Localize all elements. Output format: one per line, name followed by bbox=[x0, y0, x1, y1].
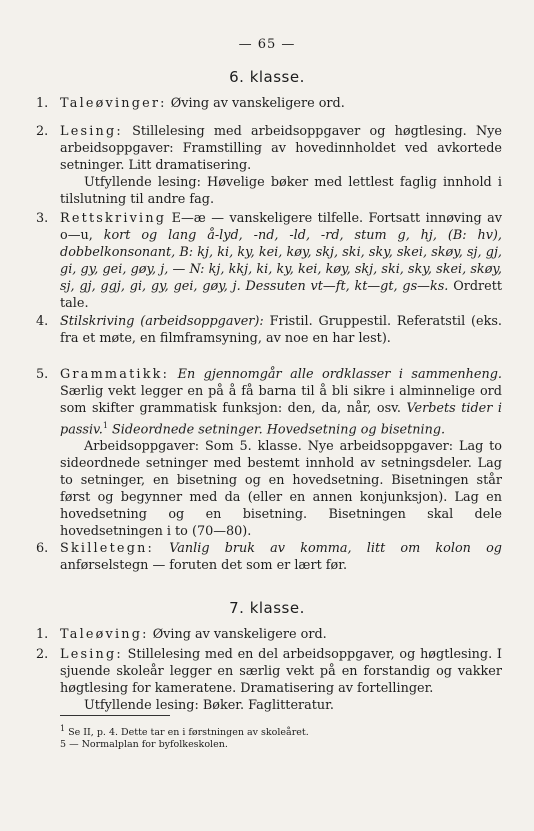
item-italic-text: kort og lang å-lyd, -nd, -ld, -rd, stum g, hj, (B: hv), dobbelkonsonant, B: kj, ki, ky, kei, køy, skj, ski, sky, skei, skøy, sj, gj, gi, gy, gei, gøy, j, — N: kj, kkj, ki, ky, kei, køy, skj, ski, sky, skei, skøy, sj, gj, ggj, gi, gy, gei, gøy, j. Dessuten vt—ft, kt—gt, gs—ks. bbox=[60, 228, 502, 294]
list-item bbox=[36, 123, 502, 208]
list-item bbox=[36, 313, 502, 347]
page-number: — 65 — bbox=[238, 37, 296, 52]
footnote-text: Se II, p. 4. Dette tar en i førstningen av skoleåret. bbox=[68, 727, 309, 739]
list-item bbox=[36, 366, 502, 540]
item-italic-text: Vanlig bruk av komma, litt om kolon og bbox=[169, 541, 502, 556]
item-text: Stillelesing med en del arbeidsoppgaver, og høgtlesing. I sjuende skoleår legger en særlig vekt på en forstandig og vakker høgtlesing for kameratene. Dramatisering av fortellinger. bbox=[60, 647, 502, 696]
item-term: Taleøvinger: bbox=[60, 96, 167, 111]
item-text: Øving av vanskeligere ord. bbox=[152, 627, 327, 642]
item-number: 3. bbox=[36, 211, 49, 226]
item-term: Skilletegn: bbox=[60, 541, 155, 556]
list-item bbox=[36, 646, 502, 714]
item-number: 5. bbox=[36, 367, 49, 382]
footnote-mark: 1 bbox=[60, 724, 66, 733]
item-term: Rettskriving bbox=[60, 211, 167, 226]
item-paragraph: Utfyllende lesing: Bøker. Faglitteratur. bbox=[84, 698, 334, 713]
item-paragraph: Arbeidsoppgaver: Som 5. klasse. Nye arbeidsoppgaver: Lag to sideordnede setninger med bestemt innhold av setningsdeler. Lag to setninger, en bisetning og en hovedsetning. Bisetningen står først og begynner med da (eller en annen konjunksjon). Lag en hovedsetning og en bisetning. Bisetningen skal dele hovedsetningen i to (70—80). bbox=[60, 439, 502, 540]
item-text: E—æ — vanskeligere tilfelle. Fortsatt innøving av o—u, bbox=[60, 211, 502, 243]
item-term: Grammatikk: bbox=[60, 367, 170, 382]
item-term: Lesing: bbox=[60, 124, 123, 139]
item-text: Fristil. Gruppestil. Referatstil (eks. fra et møte, en filmframsyning, av noe en har lest). bbox=[60, 314, 502, 346]
item-text: Særlig vekt legger en på å få barna til å bli sikre i alminnelige ord som skifter grammatisk funksjon: den, da, når, osv. bbox=[60, 384, 502, 416]
item-term: Lesing: bbox=[60, 647, 123, 662]
item-italic-text: En gjennomgår alle ordklasser i sammenheng. bbox=[177, 367, 502, 382]
item-text: Øving av vanskeligere ord. bbox=[170, 96, 345, 111]
item-text: Stillelesing med arbeidsoppgaver og høgtlesing. Nye arbeidsoppgaver: Framstilling av hovedinnholdet ved avkortede setninger. Litt dramatisering. bbox=[60, 124, 502, 173]
list-item bbox=[36, 210, 502, 312]
item-number: 2. bbox=[36, 647, 49, 662]
item-number: 6. bbox=[36, 541, 49, 556]
item-term: Stilskriving (arbeidsoppgaver): bbox=[60, 314, 264, 329]
item-text: anførselstegn — foruten det som er lært før. bbox=[60, 558, 348, 573]
item-number: 1. bbox=[36, 627, 49, 642]
list-item bbox=[36, 95, 502, 112]
footnote-signature: 5 — Normalplan for byfolkeskolen. bbox=[60, 739, 228, 750]
footnote-divider bbox=[60, 715, 170, 716]
footnote-ref: 1 bbox=[102, 421, 108, 430]
item-tail: Ordrett tale. bbox=[60, 279, 502, 311]
item-italic-text: Sideordnede setninger. Hovedsetning og bisetning. bbox=[112, 422, 446, 438]
footnote bbox=[60, 722, 309, 739]
item-number: 1. bbox=[36, 96, 49, 111]
section-heading-7: 7. klasse. bbox=[229, 599, 305, 617]
item-paragraph: Utfyllende lesing: Høvelige bøker med lettlest faglig innhold i tilslutning til andre fag. bbox=[60, 175, 502, 207]
item-italic-text: Verbets tider i passiv. bbox=[60, 401, 502, 438]
item-number: 4. bbox=[36, 314, 49, 329]
list-item bbox=[36, 540, 502, 574]
item-number: 2. bbox=[36, 124, 49, 139]
item-term: Taleøving: bbox=[60, 627, 149, 642]
section-heading-6: 6. klasse. bbox=[229, 68, 305, 86]
list-item bbox=[36, 626, 502, 643]
